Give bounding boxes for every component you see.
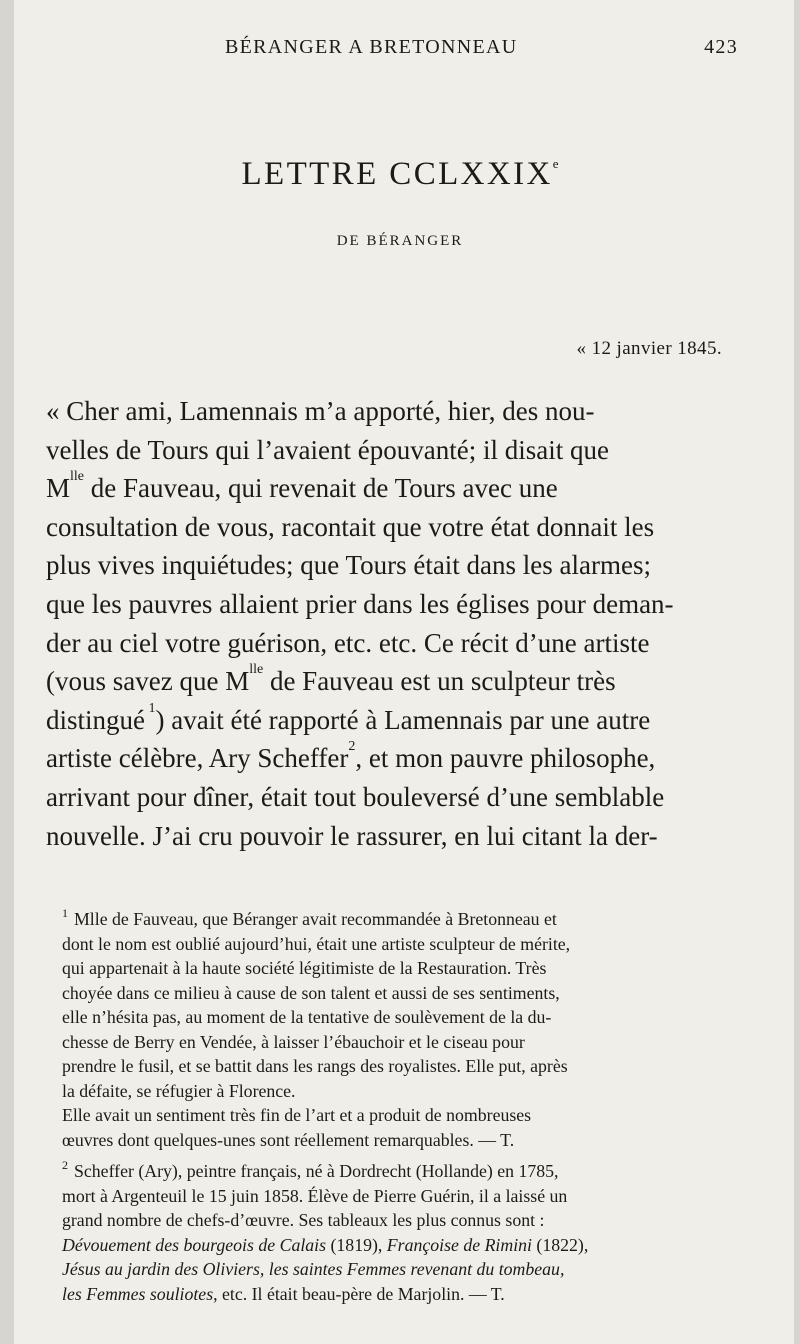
footnote-number: 2 — [62, 1158, 68, 1172]
footnote-line: dont le nom est oublié aujourd’hui, était une artiste sculpteur de mérite, — [62, 933, 571, 954]
footnote-line: 2 Scheffer (Ary), peintre français, né à Dordrecht (Hollande) en 1785, — [62, 1159, 742, 1184]
body-line: arrivant pour dîner, était tout bouleversé d’une semblable — [46, 781, 665, 812]
footnote-line: elle n’hésita pas, au moment de la tentative de soulèvement de la du- — [62, 1007, 552, 1027]
letter-date: « 12 janvier 1845. — [576, 338, 722, 359]
running-title: BÉRANGER A BRETONNEAU — [225, 36, 518, 58]
footnote-line: chesse de Berry en Vendée, à laisser l’ébauchoir et le ciseau pour — [62, 1031, 525, 1052]
footnote-number: 1 — [62, 906, 68, 920]
footnote-line: 1 Mlle de Fauveau, que Béranger avait recommandée à Bretonneau et — [62, 907, 742, 932]
footnote-line: la défaite, se réfugier à Florence. — [62, 1080, 296, 1101]
body-line: der au ciel votre guérison, etc. etc. Ce récit d’une artiste — [46, 627, 650, 658]
body-line: velles de Tours qui l’avaient épouvanté; il disait que — [46, 434, 609, 465]
footnote-line: choyée dans ce milieu à cause de son talent et aussi de ses sentiments, — [62, 982, 560, 1003]
running-head — [225, 36, 738, 59]
letter-body — [46, 392, 742, 855]
letter-title-suffix: e — [552, 156, 559, 171]
body-line: (vous savez que M lle de Fauveau est un sculpteur très — [46, 662, 616, 697]
letter-title-text: LETTRE CCLXXIX — [241, 156, 553, 192]
body-line: que les pauvres allaient prier dans les églises pour deman- — [46, 588, 674, 619]
body-line: artiste célèbre, Ary Scheffer 2 , et mon pauvre philosophe, — [46, 739, 656, 774]
page-number: 423 — [704, 36, 738, 58]
body-line: distingué 1 ) avait été rapporté à Lamennais par une autre — [46, 700, 651, 735]
footnote-line: prendre le fusil, et se battit dans les rangs des royalistes. Elle put, après — [62, 1056, 568, 1076]
footnote-line: les Femmes souliotes , etc. Il était beau-père de Marjolin. — T. — [62, 1283, 505, 1304]
body-line: « Cher ami, Lamennais m’a apporté, hier, des nou- — [46, 396, 595, 426]
body-line: consultation de vous, racontait que votre état donnait les — [46, 511, 655, 542]
letter-title — [0, 156, 800, 193]
footnote-line: œuvres dont quelques-unes sont réellement remarquables. — T. — [62, 1129, 515, 1150]
footnote-line: Dévouement des bourgeois de Calais (1819), Françoise de Rimini (1822), — [62, 1234, 589, 1255]
footnote-line: grand nombre de chefs-d’œuvre. Ses tableaux les plus connus sont : — [62, 1210, 545, 1230]
footnote-line: mort à Argenteuil le 15 juin 1858. Élève de Pierre Guérin, il a laissé un — [62, 1185, 568, 1206]
footnote-line: Jésus au jardin des Oliviers, les saintes Femmes revenant du tombeau, — [62, 1259, 565, 1279]
body-line: M lle de Fauveau, qui revenait de Tours avec une — [46, 469, 558, 504]
body-line: plus vives inquiétudes; que Tours était dans les alarmes; — [46, 550, 651, 581]
footnote-line: qui appartenait à la haute société légitimiste de la Restauration. Très — [62, 958, 547, 978]
footnote-line: Elle avait un sentiment très fin de l’art et a produit de nombreuses — [62, 1105, 532, 1125]
letter-author: DE BÉRANGER — [336, 233, 464, 249]
footnotes — [62, 907, 742, 1306]
body-line: nouvelle. J’ai cru pouvoir le rassurer, en lui citant la der- — [46, 820, 658, 851]
